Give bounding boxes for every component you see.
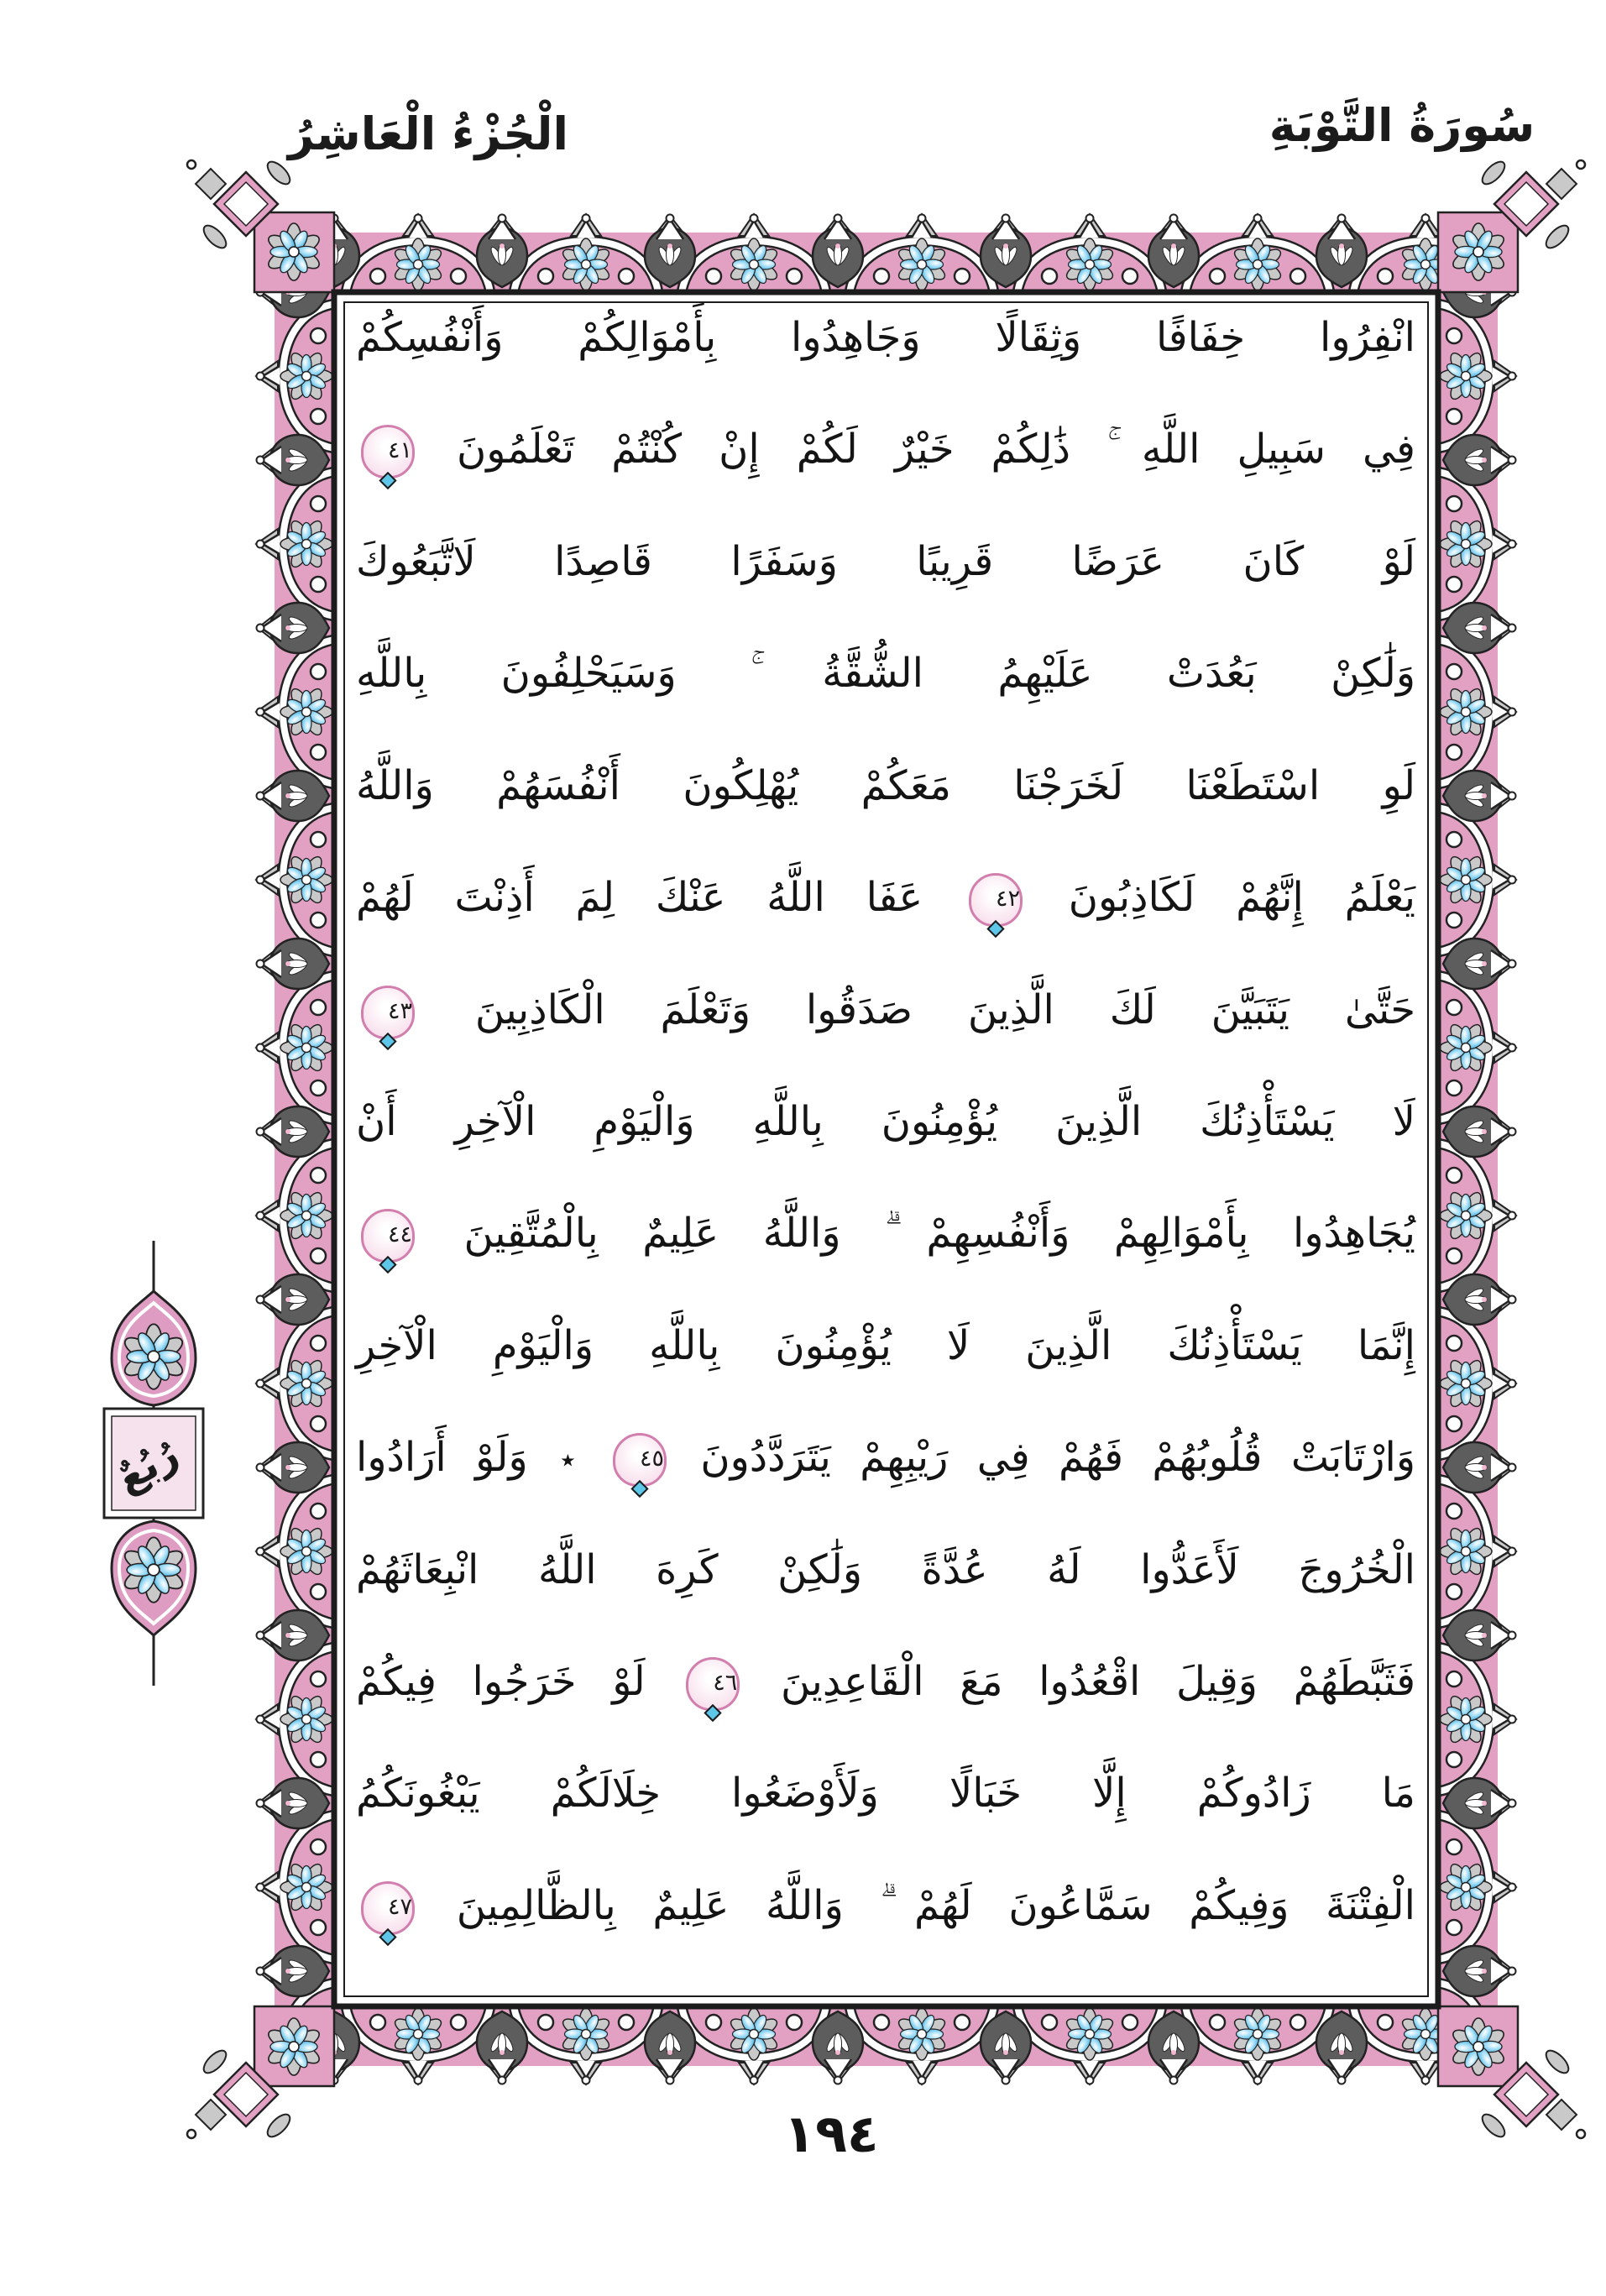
quarter-hizb-medallion: [74, 1241, 233, 1686]
quran-text-segment: وَلَٰكِنْ بَعُدَتْ عَلَيْهِمُ الشُّقَّةُ ۚ وَسَيَحْلِفُونَ بِاللَّهِ: [356, 650, 1415, 698]
quran-text-segment: لَا يَسْتَأْذِنُكَ الَّذِينَ يُؤْمِنُونَ بِاللَّهِ وَالْيَوْمِ الْآخِرِ أَنْ: [356, 1097, 1415, 1145]
quran-text-segment: عَفَا اللَّهُ عَنْكَ لِمَ أَذِنْتَ لَهُمْ: [356, 874, 923, 922]
ayah-number-marker: ٤٣: [361, 986, 415, 1039]
quran-text-segment: لَوِ اسْتَطَعْنَا لَخَرَجْنَا مَعَكُمْ يُهْلِكُونَ أَنْفُسَهُمْ وَاللَّهُ: [356, 761, 1415, 809]
quran-text-segment: الْخُرُوجَ لَأَعَدُّوا لَهُ عُدَّةً وَلَٰكِنْ كَرِهَ اللَّهُ انْبِعَاثَهُمْ: [356, 1545, 1415, 1593]
quran-text-segment: حَتَّىٰ يَتَبَيَّنَ لَكَ الَّذِينَ صَدَقُوا وَتَعْلَمَ الْكَاذِبِينَ: [474, 986, 1416, 1033]
quran-line: [356, 872, 1415, 973]
quran-line: [356, 536, 1415, 637]
quran-text-segment: مَا زَادُوكُمْ إِلَّا خَبَالًا وَلَأَوْضَعُوا خِلَالَكُمْ يَبْغُونَكُمُ: [356, 1770, 1415, 1817]
quran-line: [356, 1656, 1415, 1757]
ayah-number-marker: ٤١: [361, 425, 415, 479]
rub-el-hizb-star: ٭: [560, 1442, 576, 1477]
ayah-number-marker: ٤٤: [361, 1209, 415, 1263]
quran-line: [356, 1880, 1415, 1981]
juz-title: الْجُزْءُ الْعَاشِرُ: [288, 107, 568, 160]
quran-line: [356, 761, 1415, 861]
quran-text-segment: وَارْتَابَتْ قُلُوبُهُمْ فَهُمْ فِي رَيْبِهِمْ يَتَرَدَّدُونَ: [700, 1434, 1416, 1482]
quran-text-segment: يَعْلَمُ إِنَّهُمْ لَكَاذِبُونَ: [1068, 874, 1415, 922]
quran-line: [356, 648, 1415, 749]
quran-text-segment: فِي سَبِيلِ اللَّهِ ۚ ذَٰلِكُمْ خَيْرٌ لَكُمْ إِنْ كُنْتُمْ تَعْلَمُونَ: [457, 426, 1415, 473]
page-number: ١٩٤: [783, 2103, 879, 2164]
quran-text-segment: الْفِتْنَةَ وَفِيكُمْ سَمَّاعُونَ لَهُمْ ۗ وَاللَّهُ عَلِيمٌ بِالظَّالِمِينَ: [456, 1881, 1416, 1929]
ayah-number-marker: ٤٢: [969, 873, 1023, 927]
ayah-number-marker: ٤٥: [613, 1433, 667, 1487]
quran-text-segment: لَوْ خَرَجُوا فِيكُمْ: [356, 1658, 646, 1706]
surah-title: سُورَةُ التَّوْبَةِ: [1269, 99, 1535, 152]
quran-text-segment: لَوْ كَانَ عَرَضًا قَرِيبًا وَسَفَرًا قَاصِدًا لَاتَّبَعُوكَ: [356, 537, 1415, 585]
quran-line: [356, 1768, 1415, 1869]
quran-text-segment: وَلَوْ أَرَادُوا: [356, 1434, 528, 1482]
quran-line: [356, 424, 1415, 525]
quarter-label: رُبُعٌ: [107, 1430, 186, 1502]
quran-text-segment: فَثَبَّطَهُمْ وَقِيلَ اقْعُدُوا مَعَ الْقَاعِدِينَ: [781, 1658, 1416, 1706]
quran-line: [356, 1096, 1415, 1197]
ayah-number-marker: ٤٦: [686, 1657, 740, 1711]
quran-text-block: [356, 312, 1415, 1981]
quran-text-segment: يُجَاهِدُوا بِأَمْوَالِهِمْ وَأَنْفُسِهِمْ ۗ وَاللَّهُ عَلِيمٌ بِالْمُتَّقِينَ: [463, 1210, 1415, 1258]
quran-line: [356, 985, 1415, 1085]
ayah-number-marker: ٤٧: [361, 1881, 415, 1935]
quran-text-segment: انْفِرُوا خِفَافًا وَثِقَالًا وَجَاهِدُوا بِأَمْوَالِكُمْ وَأَنْفُسِكُمْ: [356, 314, 1415, 361]
quran-line: [356, 1432, 1415, 1533]
quran-text-segment: إِنَّمَا يَسْتَأْذِنُكَ الَّذِينَ لَا يُؤْمِنُونَ بِاللَّهِ وَالْيَوْمِ الْآخِرِ: [356, 1321, 1415, 1369]
quran-line: [356, 1545, 1415, 1645]
quran-line: [356, 1321, 1415, 1421]
quran-line: [356, 1208, 1415, 1309]
quran-line: [356, 312, 1415, 413]
